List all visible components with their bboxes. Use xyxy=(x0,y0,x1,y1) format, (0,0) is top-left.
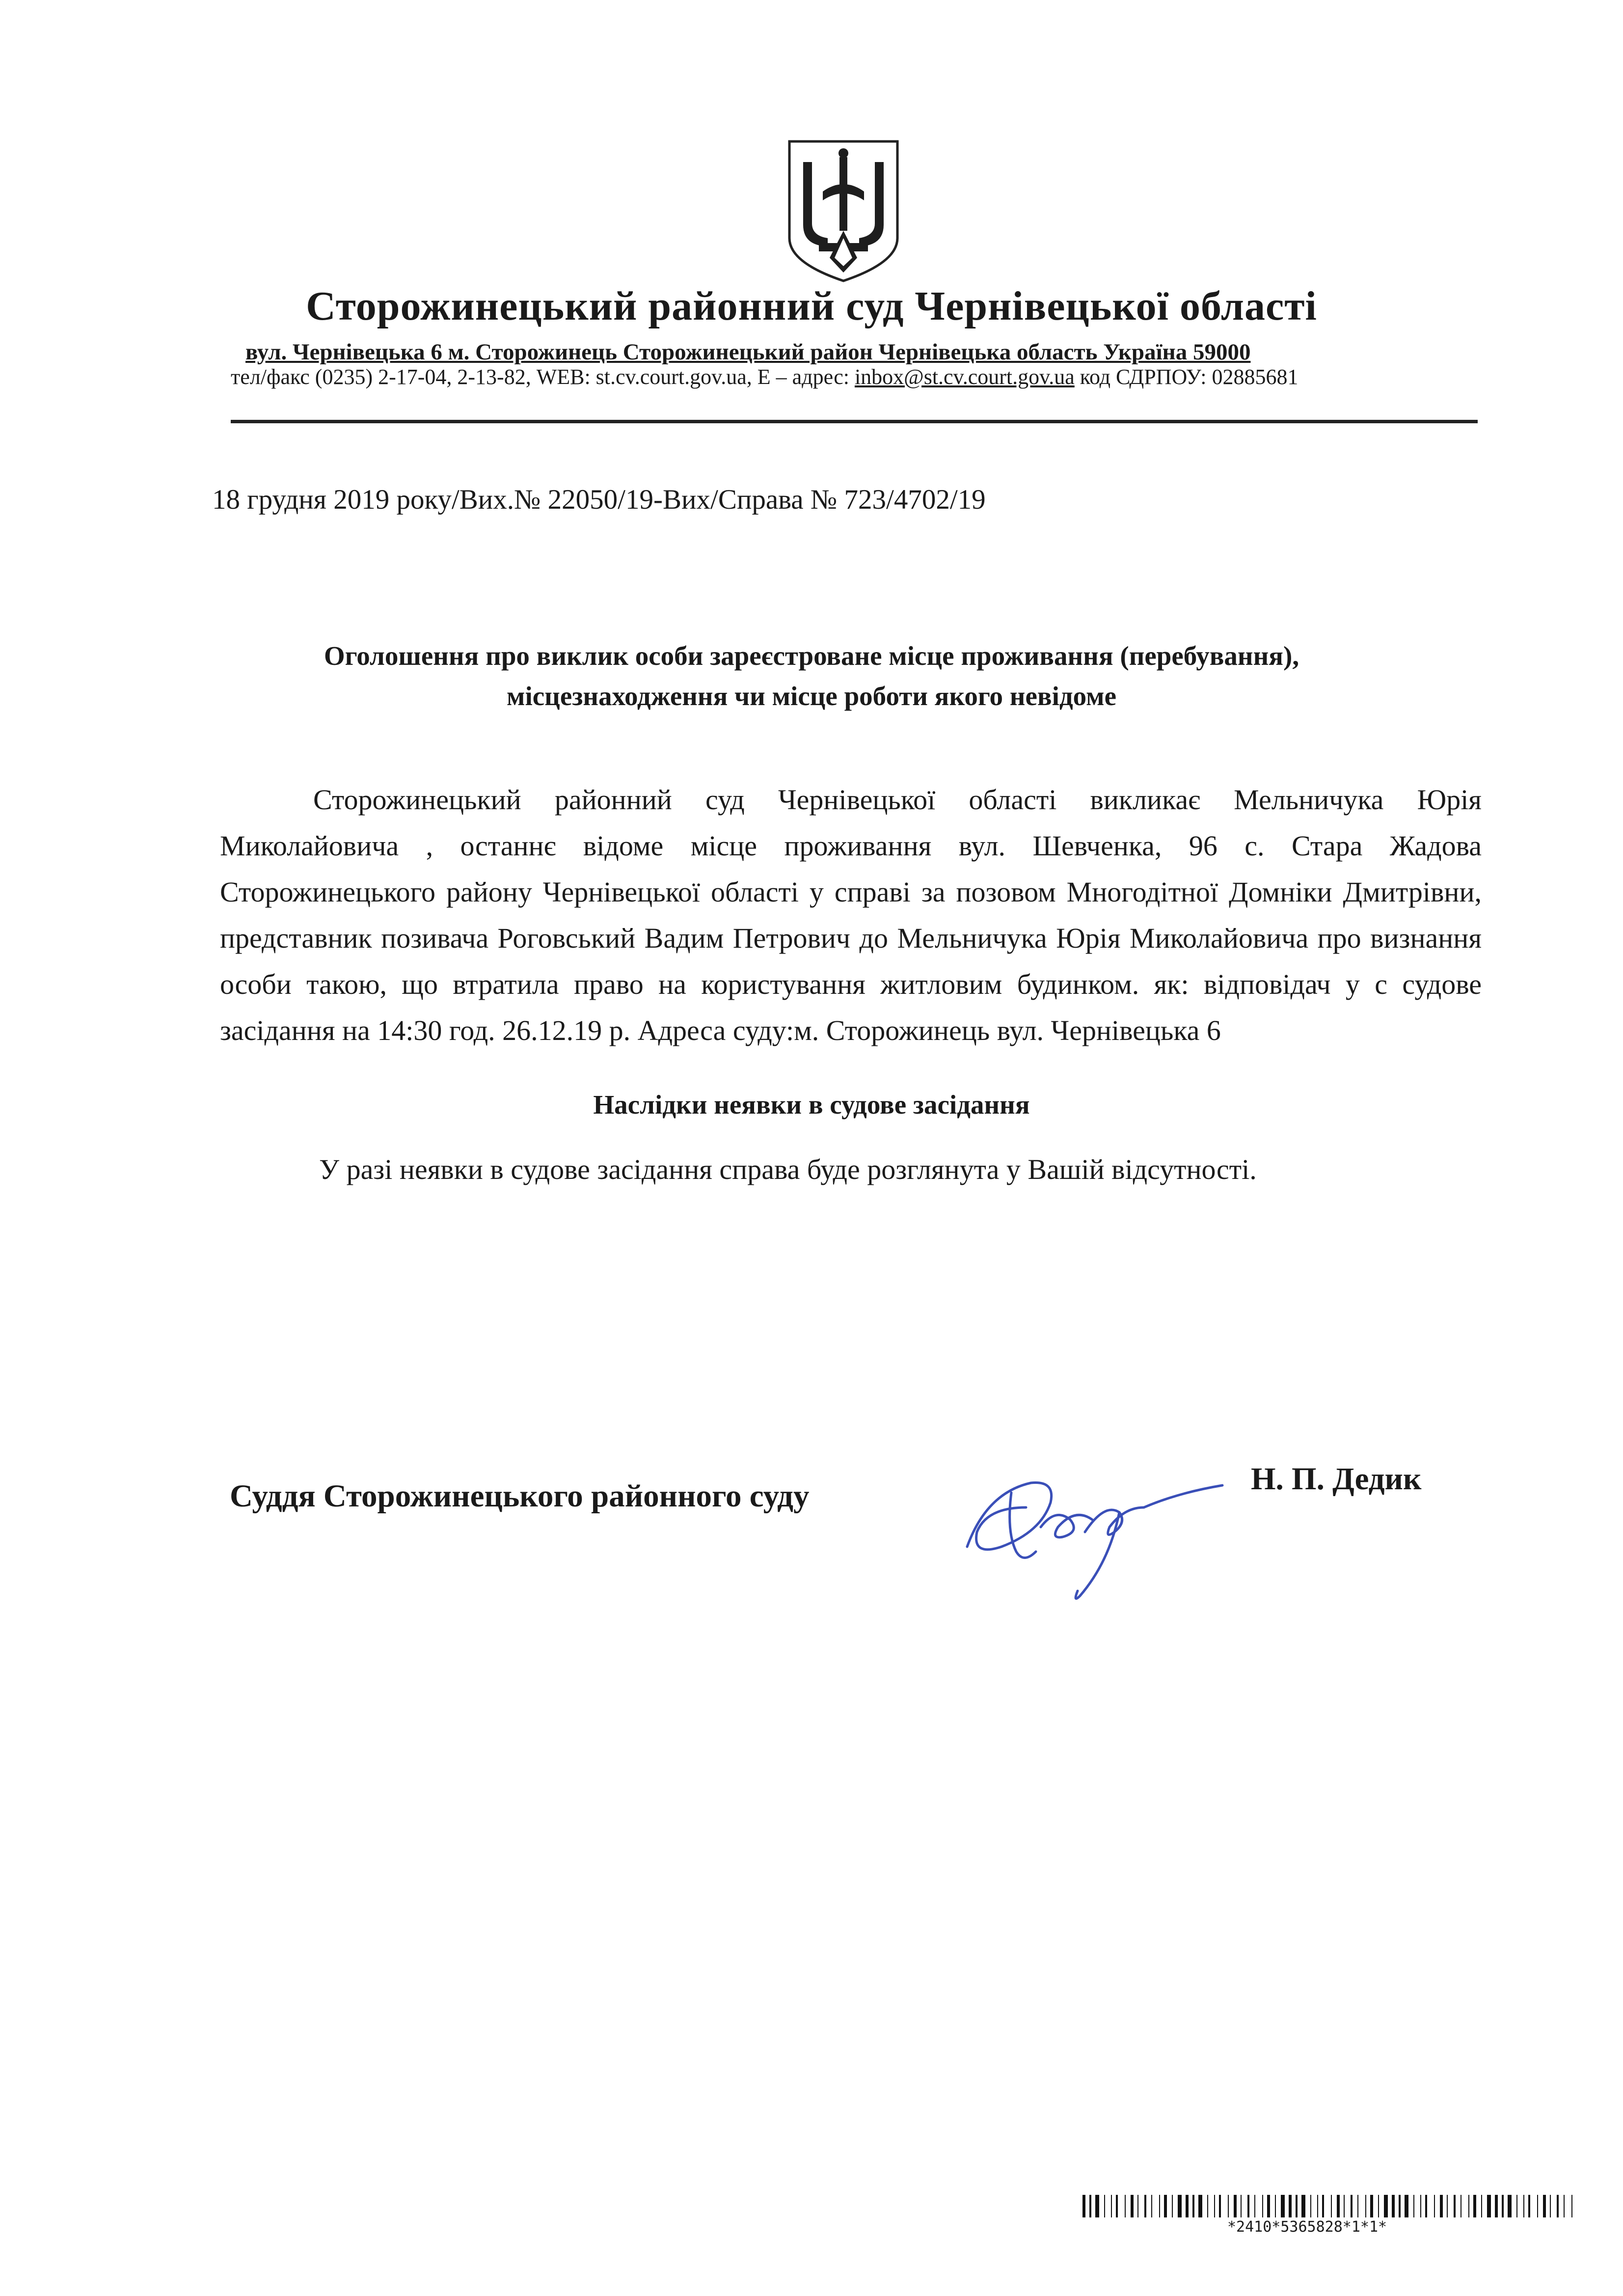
court-contacts xyxy=(231,364,1298,389)
consequences-title: Наслідки неявки в судове засідання xyxy=(593,1090,1030,1120)
consequences-text: У разі неявки в судове засідання справа буде розглянута у Вашій відсутності. xyxy=(319,1153,1257,1185)
header-divider xyxy=(231,420,1478,423)
court-title: Сторожинецький районний суд Чернівецької області xyxy=(306,283,1317,329)
announcement-title-line-1: Оголошення про виклик особи зареєстроване місце проживання (перебування), xyxy=(324,641,1299,671)
handwritten-signature xyxy=(957,1434,1232,1611)
body-paragraph: Сторожинецький районний суд Чернівецької області викликає Мельничука Юрія Миколайовича , останнє відоме місце проживання вул. Шевченка, 96 с. Стара Жадова Сторожинецького району Чернівецької області у справі за позовом Многодітної Домніки Дмитрівни, представник позивача Роговський Вадим Петрович до Мельничука Юрія Миколайовича про визнання особи такою, що втратила право на користування житловим будинком. як: відповідач у с судове засідання на 14:30 год. 26.12.19 р. Адреса суду:м. Сторожинець вул. Чернівецька 6 xyxy=(220,784,1482,1046)
court-address: вул. Чернівецька 6 м. Сторожинець Сторожинецький район Чернівецька область Україна 59000 xyxy=(245,339,1251,365)
trident-coat-of-arms-icon xyxy=(784,137,902,285)
barcode-number: *2410*5365828*1*1* xyxy=(1227,2218,1387,2236)
reference-line: 18 грудня 2019 року/Вих.№ 22050/19-Вих/Справа № 723/4702/19 xyxy=(212,484,986,515)
contacts-prefix: тел/факс (0235) 2-17-04, 2-13-82, WEB: st.cv.court.gov.ua, E – адрес: xyxy=(231,365,855,389)
contacts-suffix: код СДРПОУ: 02885681 xyxy=(1074,365,1298,389)
email-link[interactable]: inbox@st.cv.court.gov.ua xyxy=(854,365,1075,389)
judge-name: Н. П. Дедик xyxy=(1251,1461,1422,1497)
judge-title: Суддя Сторожинецького районного суду xyxy=(230,1478,810,1514)
announcement-title-line-2: місцезнаходження чи місце роботи якого невідоме xyxy=(506,681,1116,711)
announcement-title xyxy=(0,636,1623,716)
announcement-body xyxy=(220,777,1482,1054)
barcode xyxy=(1082,2195,1573,2217)
